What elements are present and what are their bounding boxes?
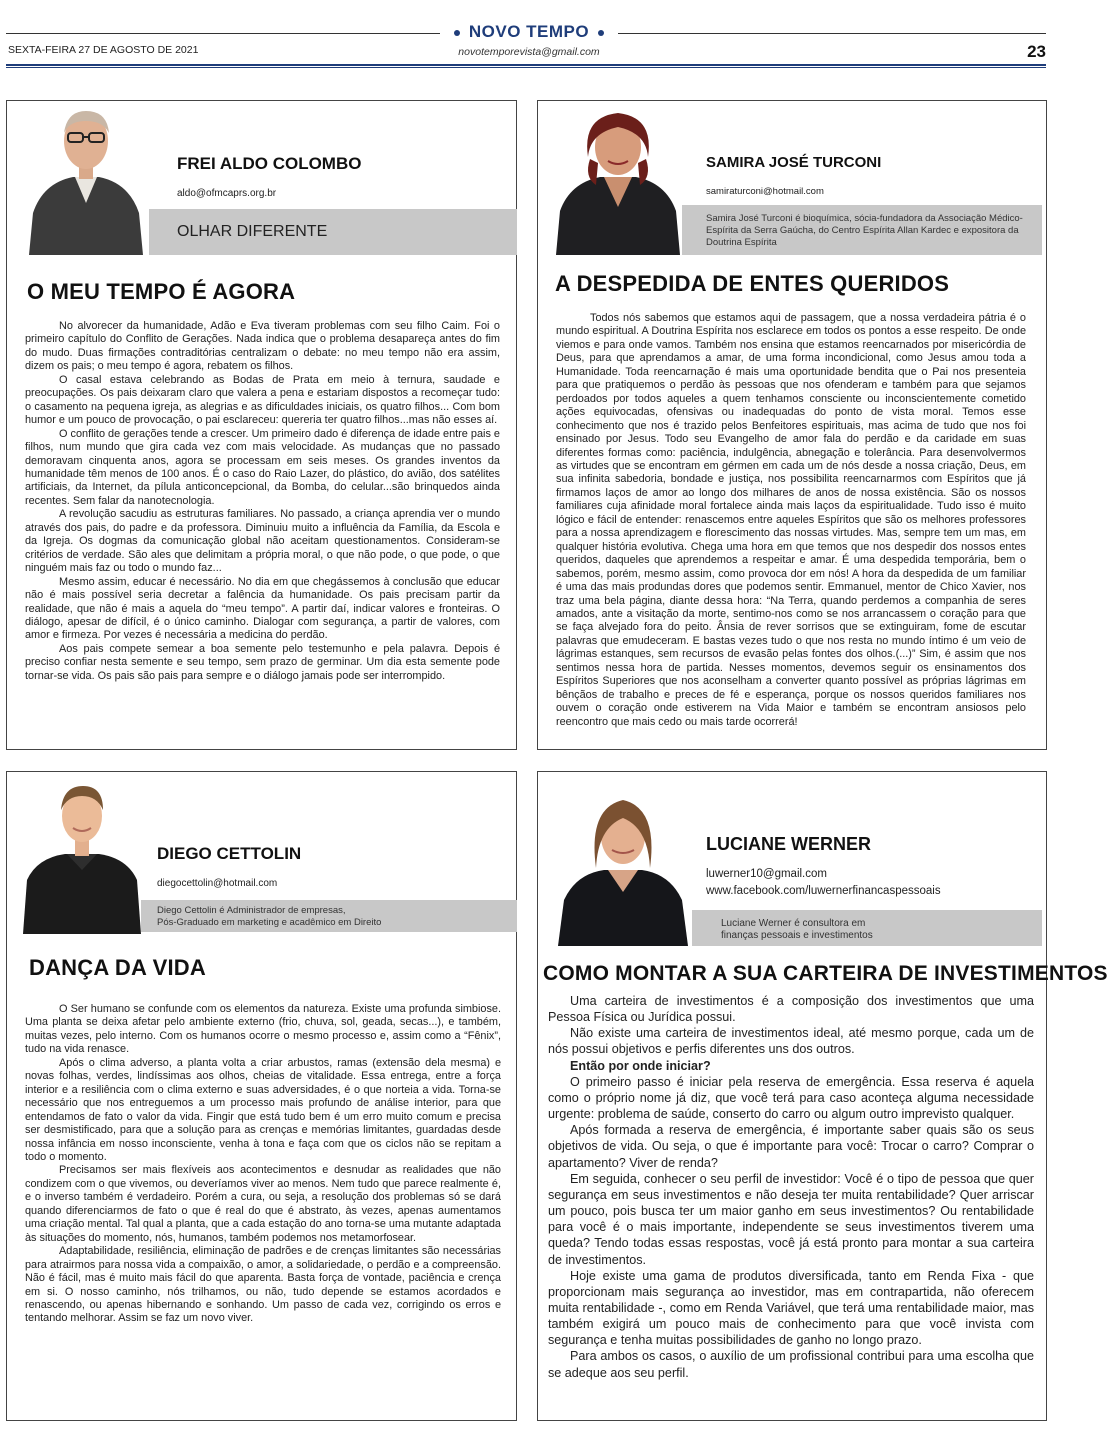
author-name: FREI ALDO COLOMBO [177,154,362,173]
bullet-icon [598,30,604,36]
paragraph: Precisamos ser mais flexíveis aos acontecimentos e desnudar as realidades que não condizem com o que vivemos, ou deveríamos viver ao menos. Nem tudo que parece realmente é, e o inverso também é verdadeiro. Porém a cura, ou seja, a resolução dos problemas só se dará quando diferenciarmos de fato o que é real do que é abstrato, às vezes, apenas aumentamos uma criação mental. Tal qual a planta, que a cada estação do ano torna-se uma mutante adaptada às situações do momento, nós, humanos, também podemos nos metamorfosear. [25,1164,501,1244]
page-header [0,0,1058,70]
author-bio: Samira José Turconi é bioquímica, sócia-fundadora da Associação Médico-Espírita da Serra Gaúcha, do Centro Espírita Allan Kardec e expositora da Doutrina Espírita [706,213,1023,248]
paragraph: Hoje existe uma gama de produtos diversificada, tanto em Renda Fixa - que proporcionam mais segurança ao investidor, mas em contrapartida, não oferecem muita rentabilidade -, como em Renda Variável, que terá uma rentabilidade maior, mas também exigirá um pouco mais de conhecimento para que você invista com segurança e tenha muitas possibilidades de ganho no longo prazo. [548,1268,1034,1348]
paragraph: Para ambos os casos, o auxílio de um profissional contribui para uma escolha que se adeque aos seu perfil. [548,1349,1034,1380]
paragraph: Não existe uma carteira de investimentos ideal, até mesmo porque, cada um de nós possui objetivos e perfis diferentes uns dos outros. [548,1026,1034,1057]
paragraph: Mesmo assim, educar é necessário. No dia em que chegássemos à conclusão que educar não é mais possível seria decretar a falência da humanidade. Os pais precisam partir da realidade, que não é mais a aquela do “meu tempo”. A partir daí, indicar valores e fronteiras. O diálogo, apesar de difícil, é o único caminho. Dialogar com segurança, a partir de valores, com amor e firmeza. Por vezes é necessária a medicina do perdão. [25,575,500,642]
bio-line: Diego Cettolin é Administrador de empresas, [157,905,346,916]
author-photo [23,780,141,934]
bio-line: finanças pessoais e investimentos [721,930,873,941]
author-facebook: www.facebook.com/luwernerfinancaspessoais [706,885,941,897]
bullet-icon [454,30,460,36]
article-aldo-colombo [6,100,517,750]
article-title: DANÇA DA VIDA [29,955,206,980]
paragraph: Todos nós sabemos que estamos aqui de passagem, que a nossa verdadeira pátria é o mundo espiritual. A Doutrina Espírita nos esclarece em todos os pontos a esse respeito. De onde viemos e para onde vamos. Também nos ensina que estamos reencarnados por misericórdia de Deus, para que aprendamos a amar, de uma forma incondicional, como Jesus amou toda a Humanidade. Toda reencarnação é mais uma oportunidade bendita que o Pai nos presenteia para que pratiquemos o perdão às pessoas que nos ofenderam e também para que sejamos perdoados por todos aqueles a quem tenhamos consciente ou inconscientemente cometido ações equivocadas, ofensivas ou inadequadas do ponto de vista moral. Temos esse conhecimento que nos é trazido pelos Benfeitores espirituais, mas acima de tudo que nos foi ensinado por Jesus. Todo seu Evangelho de amor fala do perdão e da caridade em suas diferentes formas como: paciência, indulgência, abnegação e tolerância. Para desenvolvermos as virtudes que se encontram em gérmen em cada um de nós desde a nossa criação, Deus, em sua infinita sabedoria, bondade e justiça, nos possibilita reencarnarmos com Espíritos que já firmamos laços de amor ao longo dos milhares de anos de nossa existência. São os nossos familiares cuja afinidade moral fortalece ainda mais laços da espiritualidade. Tudo isso é muito lógico e fácil de entender: renascemos entre aqueles Espíritos que são os melhores professores para a nossa aprendizagem e florescimento das nossas virtudes. Mas, sempre tem um mas, em qualquer história evolutiva. Chega uma hora em que temos que nos despedir dos nossos entes queridos, daqueles que aprendemos a respeitar e amar. É uma despedida temporária, bem o sabemos, porém, mesmo assim, como provoca dor em nós! A hora da despedida de um familiar é uma das mais produndas dores que podemos sentir. Emmanuel, mentor de Chico Xavier, nos traz uma bela página, diante dessa hora: “Na Terra, quando perdemos a companhia de seres amados, ante a visitação da morte, sentimo-nos como se nos arrancassem o coração para que se faça alvejado fora do peito. Ânsia de rever sorrisos que se extinguiram, fome de escutar palavras que emudeceram. E bastas vezes tudo o que nos resta no mundo íntimo é um veio de lágrimas estanques, sem recursos de evasão pelas fontes dos olhos.(...)” Sim, é assim que nos sentimos nessa hora de partida. Nesses momentos, devemos seguir os ensinamentos dos Espíritos Superiores que nos aconselham a converter quanto possível as próprias lágrimas em bênçãos de trabalho e preces de fé e esperança, porque os nossos queridos familiares nos ouvem o coração onde estiverem na Vida Maior e também se encontram ansiosos pelo reencontro que mais cedo ou mais tarde ocorrerá! [556,312,1026,728]
author-bio [157,905,507,929]
brand-name: NOVO TEMPO [468,22,590,41]
paragraph: Em seguida, conhecer o seu perfil de investidor: Você é o tipo de pessoa que quer segurança em seus investimentos e não deseja ter muita rentabilidade? Quer arriscar um pouco, pois busca ter um maior ganho em seus investimentos? Ou rentabilidade para você é o mais importante, independente se seus investimentos tiverem uma queda? Tendo todas essas respostas, você já está pronto para montar a sua carteira de investimentos. [548,1171,1034,1267]
article-title: O MEU TEMPO É AGORA [27,279,296,304]
article-body [548,993,1034,1381]
page-number: 23 [1027,42,1046,61]
paragraph: O primeiro passo é iniciar pela reserva de emergência. Essa reserva é aquela como o próprio nome já diz, que você terá para caso aconteça alguma necessidade urgente: problema de saúde, conserto do carro ou algum outro imprevisto qualquer. [548,1074,1034,1122]
header-rule [6,64,1046,66]
article-body [556,312,1026,729]
article-samira-turconi [537,100,1047,750]
author-email: samiraturconi@hotmail.com [706,186,824,197]
article-luciane-werner [537,771,1108,1421]
author-name: DIEGO CETTOLIN [157,844,302,863]
article-diego-cettolin [6,771,517,1421]
author-email: aldo@ofmcaprs.org.br [177,188,277,199]
author-email: diegocettolin@hotmail.com [157,878,278,889]
author-photo [554,103,682,255]
header-rule [6,67,1046,68]
masthead [0,22,1058,42]
paragraph: O Ser humano se confunde com os elementos da natureza. Existe uma profunda simbiose. Uma planta se deixa afetar pelo ambiente externo (frio, chuva, sol, geada, secas...), e também, muitas vezes, pelo interno. Com os humanos ocorre o mesmo processo e, assim como a “Fênix”, tudo na vida renasce. [25,1003,501,1056]
paragraph: Adaptabilidade, resiliência, eliminação de padrões e de crenças limitantes são necessárias para atrairmos para nossa vida a compaixão, o amor, a solidariedade, o perdão e a compreensão. Não é fácil, mas é muito mais fácil do que aparenta. Basta força de vontade, paciência e crença em si. O nosso caminho, nós trilhamos, ou não, tudo depende se estamos acordados e renascendo, ou apenas hibernando e sonhando. Um passo de cada vez, corrigindo os erros e tentando melhorar. Assim se faz um novo viver. [25,1245,501,1325]
paragraph: O casal estava celebrando as Bodas de Prata em meio à ternura, saudade e preocupações. Os pais deixaram claro que valera a pena e estariam dispostos a recomeçar tudo: o casamento na pequena igreja, as alegrias e as dificuldades iniciais, os quatro filhos... Com bom humor e um pouco de provocação, o pai esclareceu: quereria ter quatro filhos...mas não esses aí. [25,373,500,427]
author-email: luwerner10@gmail.com [706,868,827,880]
paragraph: A revolução sacudiu as estruturas familiares. No passado, a criança aprendia ver o mundo através dos pais, do padre e da professora. Diminuiu muito a influência da Família, da Escola e da Igreja. Os dogmas da comunicação global não aceitam questionamentos. Consideram-se critérios de verdade. São ales que delimitam a própria moral, o que não pode, o que pode, o que ninguém mais faz ou todo o mundo faz... [25,508,500,575]
author-photo [23,103,149,255]
article-title: A DESPEDIDA DE ENTES QUERIDOS [555,271,950,296]
bio-line: Pós-Graduado em marketing e acadêmico em Direito [157,917,382,928]
article-body [25,1003,501,1326]
bio-line: Luciane Werner é consultora em [721,918,866,929]
article-title: COMO MONTAR A SUA CARTEIRA DE INVESTIMENTOS [543,962,1108,985]
subheading: Então por onde iniciar? [570,1058,711,1073]
section-name: OLHAR DIFERENTE [177,223,328,240]
article-body [25,320,500,683]
author-name: LUCIANE WERNER [706,834,871,854]
edition-date: SEXTA-FEIRA 27 DE AGOSTO DE 2021 [8,44,199,56]
paragraph: Uma carteira de investimentos é a composição dos investimentos que uma Pessoa Física ou Jurídica possui. [548,994,1034,1025]
paragraph: Após formada a reserva de emergência, é importante saber quais são os seus objetivos de vida. Ou seja, o que é importante para você: Trocar o carro? Comprar o apartamento? Viver de renda? [548,1123,1034,1170]
masthead-email: novotemporevista@gmail.com [458,46,600,58]
author-name: SAMIRA JOSÉ TURCONI [706,154,882,171]
paragraph: O conflito de gerações tende a crescer. Um primeiro dado é diferença de idade entre pais e filhos, num mundo que gira cada vez com mais velocidade. As mudanças que no passado demoravam cinquenta anos, agora se processam em seis meses. Os grandes inventos da humanidade têm menos de 100 anos. É o caso do Raio Lazer, do plástico, do avião, dos satélites artificiais, da Internet, da pílula anticoncepcional, da Bomba, do celular...são brinquedos ainda recentes. Sem falar da nanotecnologia. [25,427,500,507]
author-bio [721,918,1031,942]
paragraph: Após o clima adverso, a planta volta a criar arbustos, ramas (extensão dela mesma) e novas folhas, verdes, lindíssimas aos olhos, cheias de vitalidade. Essa entrega, entre a força interior e a resiliência com o clima externo e suas adversidades, é o que norteia a vida. Torna-se necessário que nos entreguemos a um processo mais profundo de análise interior, para que entendamos de fato o valor da vida. Fingir que está tudo bem é um erro muito comum e precisa ser desmistificado, para que a solução para as crenças e memórias limitantes, guardadas desde nossa infância em nosso inconsciente, venha à tona e faça com que os ciclos não se repitam a todo o momento. [25,1056,501,1163]
paragraph: Aos pais compete semear a boa semente pelo testemunho e pela palavra. Depois é preciso confiar nesta semente e seu tempo, sem prazo de germinar. Um dia esta semente pode tornar-se vida. Os pais são pais para sempre e o diálogo jamais pode ser interrompido. [25,642,500,682]
paragraph: No alvorecer da humanidade, Adão e Eva tiveram problemas com seu filho Caim. Foi o primeiro capítulo do Conflito de Gerações. Nada indica que o problema desapareça antes do fim do mudo. Duas firmações contraditórias centralizam o debate: no meu tempo não era assim, dizem os pais; o meu tempo é agora, rebatem os filhos. [25,320,500,373]
author-photo [554,788,692,946]
